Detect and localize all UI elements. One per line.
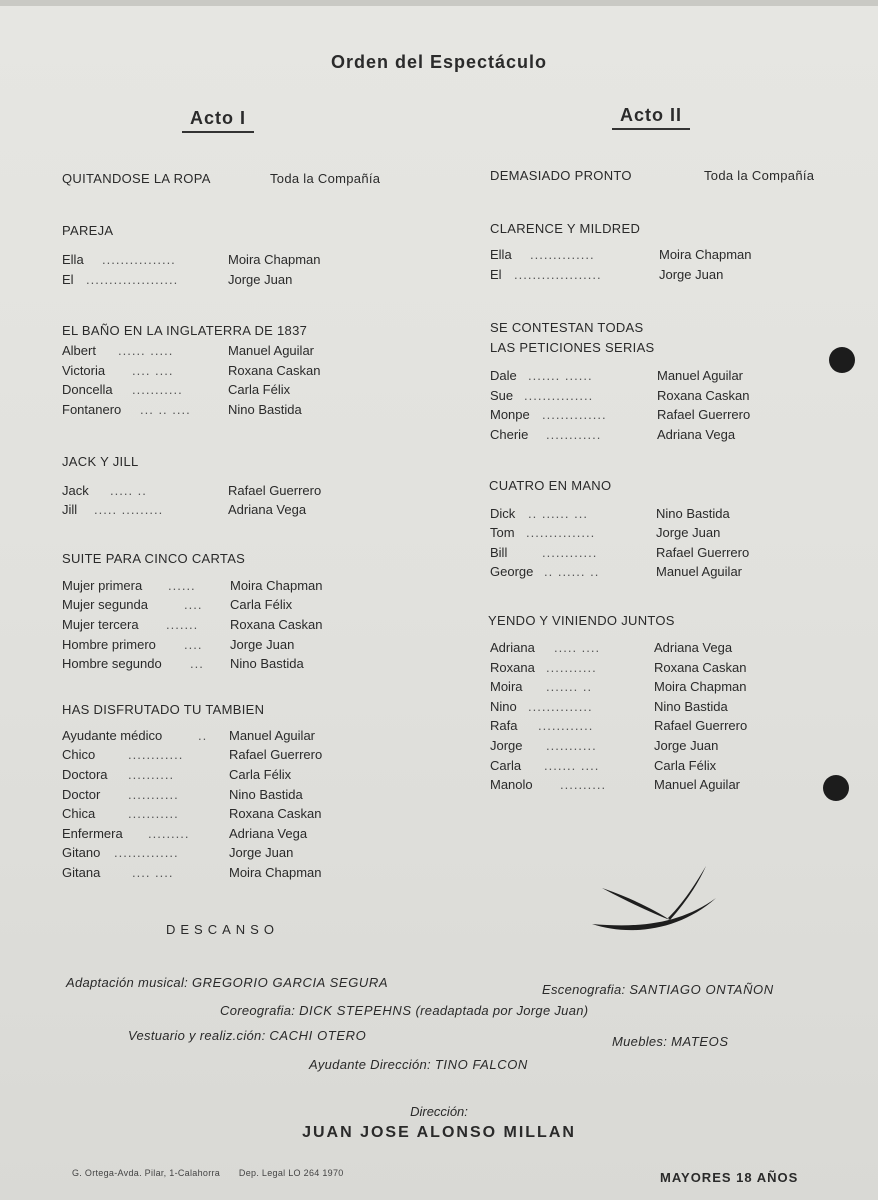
dot-leader: .............. — [114, 845, 179, 861]
dot-leader: ............ — [542, 544, 598, 560]
direccion-label: Dirección: — [410, 1104, 468, 1119]
actor-name: Rafael Guerrero — [654, 718, 748, 734]
role-row — [62, 270, 432, 290]
actor-name: Jorge Juan — [230, 636, 295, 652]
actor-name: Adriana Vega — [657, 426, 736, 442]
act1-scene-bano — [62, 321, 432, 419]
role-name: Fontanero — [62, 401, 122, 417]
role-name: Chica — [62, 806, 96, 822]
role-row — [490, 562, 850, 582]
scene-title: EL BAÑO EN LA INGLATERRA DE 1837 — [62, 323, 308, 339]
descanso-label: DESCANSO — [166, 922, 279, 937]
role-row — [62, 380, 432, 400]
dot-leader: .............. — [530, 247, 595, 262]
role-name: Moira — [490, 679, 523, 695]
role-name: Doctora — [62, 766, 108, 782]
role-row — [490, 697, 850, 717]
actor-name: Moira Chapman — [654, 679, 747, 695]
act1-scene-pareja — [62, 221, 432, 289]
act1-opening-cast: Toda la Compañía — [270, 171, 381, 186]
role-row — [62, 635, 432, 655]
dot-leader: .. ...... ... — [528, 505, 588, 521]
act2-column — [490, 166, 850, 795]
role-name: Tom — [490, 525, 515, 541]
actor-name: Nino Bastida — [230, 656, 304, 672]
dot-leader: .............. — [528, 698, 593, 714]
actor-name: Roxana Caskan — [657, 387, 750, 403]
role-row — [490, 543, 850, 563]
role-name: Nino — [490, 698, 517, 714]
role-row — [62, 824, 432, 844]
dot-leader: ....... — [166, 616, 199, 632]
role-row — [490, 366, 850, 386]
dot-leader: ................... — [514, 266, 602, 282]
role-name: Monpe — [490, 407, 530, 423]
role-row — [62, 654, 432, 674]
scene-title: CUATRO EN MANO — [489, 477, 612, 493]
dot-leader: ........... — [546, 737, 597, 753]
actor-name: Roxana Caskan — [228, 362, 321, 378]
role-name: Sue — [490, 387, 514, 403]
scene-title: YENDO Y VINIENDO JUNTOS — [488, 612, 675, 628]
dot-leader: ...... ..... — [118, 343, 174, 359]
scene-title-line: SE CONTESTAN TODAS — [490, 320, 644, 336]
act1-opening-title: QUITANDOSE LA ROPA — [62, 171, 211, 186]
dot-leader: ...... — [168, 577, 196, 593]
role-name: Mujer tercera — [62, 616, 139, 632]
credit-label: Adaptación musical: — [66, 975, 189, 990]
act2-scene-se-contestan — [490, 318, 850, 444]
act1-scene-has-disfrutado — [62, 700, 432, 883]
actor-name: Jorge Juan — [229, 845, 294, 861]
role-row — [62, 361, 432, 381]
act2-heading: Acto II — [612, 105, 690, 130]
role-name: Ella — [62, 252, 84, 267]
actor-name: Moira Chapman — [229, 864, 322, 880]
role-name: Gitano — [62, 845, 101, 861]
dot-leader: ......... — [148, 825, 190, 841]
actor-name: Carla Félix — [228, 382, 291, 398]
role-name: Jack — [62, 482, 89, 498]
role-name: Roxana — [490, 659, 535, 675]
credit-muebles — [612, 1034, 729, 1049]
act2-opening-title: DEMASIADO PRONTO — [490, 168, 632, 183]
credit-value: DICK STEPEHNS — [299, 1003, 412, 1018]
role-row — [62, 863, 432, 883]
role-row — [490, 736, 850, 756]
role-row — [62, 785, 432, 805]
role-row — [490, 386, 850, 406]
dot-leader: ... — [190, 656, 204, 672]
dot-leader: .. — [198, 727, 208, 743]
scene-title: JACK Y JILL — [62, 453, 139, 469]
role-row — [490, 638, 850, 658]
role-name: Enfermera — [62, 825, 123, 841]
actor-name: Manuel Aguilar — [228, 343, 314, 359]
dot-leader: ..... .... — [554, 639, 601, 655]
actor-name: Adriana Vega — [229, 825, 308, 841]
actor-name: Nino Bastida — [656, 505, 730, 521]
role-name: Jorge — [490, 737, 523, 753]
role-name: Mujer primera — [62, 577, 143, 593]
actor-name: Nino Bastida — [229, 786, 303, 802]
credit-value: GREGORIO GARCIA SEGURA — [191, 975, 389, 990]
actor-name: Adriana Vega — [228, 502, 307, 518]
role-name: Gitana — [62, 864, 101, 880]
dot-leader: ............... — [524, 387, 594, 403]
role-name: Mujer segunda — [62, 597, 148, 613]
act1-opening — [62, 169, 432, 189]
role-row — [490, 756, 850, 776]
role-row — [490, 425, 850, 445]
credit-label: Coreografia: — [220, 1003, 296, 1018]
actor-name: Rafael Guerrero — [656, 544, 750, 560]
credit-label: Vestuario y realiz.ción: — [128, 1028, 266, 1043]
role-row — [62, 576, 432, 596]
role-row — [490, 775, 850, 795]
act2-scene-cuatro — [490, 476, 850, 582]
actor-name: Manuel Aguilar — [656, 564, 742, 580]
dot-leader: ............ — [538, 718, 594, 734]
page-title: Orden del Espectáculo — [330, 52, 548, 72]
act1-column — [62, 169, 432, 882]
dot-leader: .......... — [560, 777, 607, 793]
credit-note: (readaptada por Jorge Juan) — [415, 1003, 589, 1018]
dot-leader: .... — [184, 636, 203, 652]
role-row — [490, 265, 850, 285]
credit-label: Escenografia: — [542, 982, 626, 997]
credit-label: Ayudante Dirección: — [309, 1057, 431, 1072]
role-row — [62, 843, 432, 863]
dot-leader: ... .. .... — [140, 401, 191, 417]
actor-name: Adriana Vega — [654, 639, 733, 655]
act2-scene-yendo — [490, 611, 850, 795]
printer-text: G. Ortega-Avda. Pilar, 1-Calahorra — [72, 1168, 221, 1178]
role-name: Jill — [62, 502, 78, 518]
act2-scene-clarence — [490, 219, 850, 284]
role-row — [490, 677, 850, 697]
dot-leader: .. ...... .. — [544, 564, 600, 580]
actor-name: Roxana Caskan — [229, 806, 322, 822]
role-name: George — [490, 564, 534, 580]
role-row — [490, 504, 850, 524]
role-name: Cherie — [490, 426, 529, 442]
role-row — [62, 765, 432, 785]
role-name: Hombre primero — [62, 636, 156, 652]
dot-leader: .... .... — [132, 362, 174, 378]
dot-leader: .... — [184, 597, 203, 613]
actor-name: Jorge Juan — [656, 525, 721, 541]
dot-leader: ..... .. — [110, 482, 147, 498]
actor-name: Carla Félix — [229, 766, 292, 782]
role-name: Carla — [490, 757, 522, 773]
actor-name: Jorge Juan — [659, 266, 724, 282]
role-name: Dick — [490, 505, 516, 521]
scene-title: CLARENCE Y MILDRED — [490, 221, 641, 236]
role-row — [62, 400, 432, 420]
role-row — [62, 804, 432, 824]
role-row — [62, 615, 432, 635]
credit-label: Muebles: — [612, 1034, 668, 1049]
dot-leader: .............. — [542, 407, 607, 423]
role-name: Manolo — [490, 777, 533, 793]
role-row — [490, 245, 850, 265]
role-row — [62, 500, 432, 520]
dot-leader: ................ — [102, 252, 176, 267]
dot-leader: ............ — [546, 426, 602, 442]
dot-leader: ....... ...... — [528, 368, 593, 384]
role-row — [62, 595, 432, 615]
dot-leader: ........... — [128, 786, 179, 802]
act1-heading: Acto I — [182, 108, 254, 133]
actor-name: Nino Bastida — [654, 698, 728, 714]
credit-musical — [66, 975, 388, 990]
role-name: El — [490, 266, 502, 282]
scene-title: PAREJA — [62, 223, 114, 238]
scene-title: HAS DISFRUTADO TU TAMBIEN — [62, 701, 265, 717]
role-name: Doctor — [62, 786, 101, 802]
role-name: Dale — [490, 368, 517, 384]
actor-name: Manuel Aguilar — [657, 368, 743, 384]
dot-leader: .......... — [128, 766, 175, 782]
credit-coreografia — [220, 1003, 588, 1018]
actor-name: Nino Bastida — [228, 401, 302, 417]
dot-leader: ....... .... — [544, 757, 600, 773]
role-name: Doncella — [62, 382, 113, 398]
act2-opening-cast: Toda la Compañía — [704, 168, 815, 183]
role-name: Ella — [490, 247, 512, 262]
credit-value: SANTIAGO ONTAÑON — [629, 982, 774, 997]
scene-title-line: LAS PETICIONES SERIAS — [490, 340, 655, 356]
role-name: Adriana — [490, 639, 535, 655]
actor-name: Manuel Aguilar — [654, 777, 740, 793]
role-name: El — [62, 271, 74, 287]
act2-opening — [490, 166, 850, 186]
credit-value: TINO FALCON — [434, 1057, 528, 1072]
dot-leader: ........... — [132, 382, 183, 398]
dot-leader: .... .... — [132, 864, 174, 880]
binder-hole-bottom — [823, 775, 849, 801]
dot-leader: ..... ......... — [94, 502, 164, 518]
actor-name: Roxana Caskan — [654, 659, 747, 675]
page-top-edge — [0, 0, 878, 6]
actor-name: Manuel Aguilar — [229, 727, 315, 743]
actor-name: Moira Chapman — [230, 577, 323, 593]
legal-deposit: Dep. Legal LO 264 1970 — [238, 1168, 344, 1178]
scene-title: SUITE PARA CINCO CARTAS — [62, 550, 246, 566]
actor-name: Rafael Guerrero — [657, 407, 751, 423]
dot-leader: .................... — [86, 271, 179, 287]
credit-vestuario — [128, 1028, 366, 1043]
role-name: Rafa — [490, 718, 518, 734]
role-row — [62, 481, 432, 501]
role-row — [62, 341, 432, 361]
role-row — [62, 745, 432, 765]
role-name: Chico — [62, 747, 96, 763]
direccion-name: JUAN JOSE ALONSO MILLAN — [302, 1124, 576, 1141]
credit-value: MATEOS — [671, 1034, 729, 1049]
role-row — [490, 523, 850, 543]
age-rating: MAYORES 18 AÑOS — [660, 1170, 799, 1185]
credit-escenografia — [542, 982, 774, 997]
actor-name: Moira Chapman — [228, 252, 321, 267]
actor-name: Jorge Juan — [654, 737, 719, 753]
role-name: Bill — [490, 544, 508, 560]
dot-leader: ........... — [546, 659, 597, 675]
role-name: Albert — [62, 343, 96, 359]
role-row — [490, 716, 850, 736]
role-row — [490, 658, 850, 678]
actor-name: Moira Chapman — [659, 247, 752, 262]
company-logo-icon — [588, 862, 728, 937]
dot-leader: ....... .. — [546, 679, 593, 695]
role-name: Hombre segundo — [62, 656, 162, 672]
role-name: Victoria — [62, 362, 106, 378]
dot-leader: ............... — [526, 525, 596, 541]
footer-printer — [72, 1168, 344, 1178]
actor-name: Roxana Caskan — [230, 616, 323, 632]
actor-name: Carla Félix — [230, 597, 293, 613]
role-name: Ayudante médico — [62, 727, 163, 743]
act1-scene-jack-jill — [62, 452, 432, 520]
dot-leader: ............ — [128, 747, 184, 763]
role-row — [490, 405, 850, 425]
dot-leader: ........... — [128, 806, 179, 822]
binder-hole-top — [829, 347, 855, 373]
credit-ayudante — [309, 1057, 528, 1072]
actor-name: Rafael Guerrero — [229, 747, 323, 763]
act1-scene-suite — [62, 549, 432, 674]
credit-value: CACHI OTERO — [269, 1028, 367, 1043]
actor-name: Carla Félix — [654, 757, 717, 773]
actor-name: Jorge Juan — [228, 271, 293, 287]
role-row — [62, 250, 432, 270]
role-row — [62, 726, 432, 746]
actor-name: Rafael Guerrero — [228, 482, 322, 498]
